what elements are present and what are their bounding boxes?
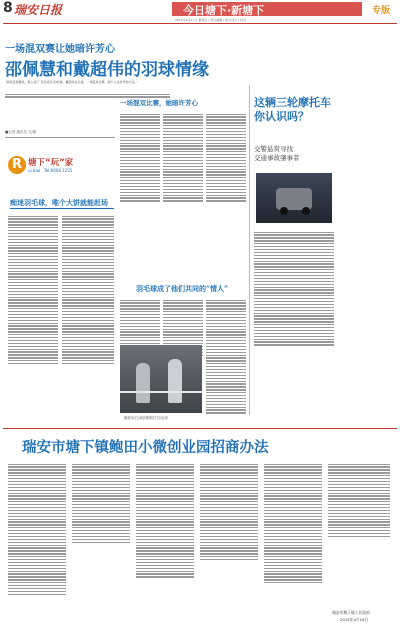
bottom-body-col-2 xyxy=(72,462,130,545)
middle-body-col-3 xyxy=(206,112,246,203)
subhead-underline xyxy=(10,208,114,209)
bottom-top-rule xyxy=(3,428,397,429)
signoff-date: 2015年4月16日 xyxy=(340,617,369,622)
section-title: 今日塘下·新塘下 xyxy=(183,4,265,17)
net-shape xyxy=(120,391,202,393)
page-number: 8 xyxy=(3,0,13,16)
wheel-shape xyxy=(302,207,310,215)
column-pinyin: ui bao xyxy=(28,168,41,173)
masthead-info: 2015年4月17日 星期五 | 责任编辑 | 版式设计 | 校对 xyxy=(175,18,247,22)
bottom-headline: 瑞安市塘下镇鲍田小微创业园招商办法 xyxy=(22,439,269,456)
editorial-tag: 专版 xyxy=(372,6,391,16)
middle-deck: 一场混双比赛，她暗许芳心 xyxy=(120,99,198,107)
column-subhead: 痴迷羽毛球，唯个大饼就能赶场 xyxy=(10,199,108,207)
player-figure xyxy=(136,363,150,403)
column-logo xyxy=(8,156,74,178)
bottom-body-col-1 xyxy=(8,462,66,597)
sidebar-sub-2: 交通事故肇事者 xyxy=(254,154,300,162)
column-hotline: Tel:6608 1255 xyxy=(44,168,73,173)
byline-rule xyxy=(5,137,115,138)
wheel-shape xyxy=(280,207,288,215)
middle-subhead: 羽毛球成了他们共同的“情人” xyxy=(136,284,229,293)
article-photo xyxy=(120,345,202,413)
bottom-body-col-6 xyxy=(328,462,390,539)
player-figure xyxy=(168,359,182,403)
photo-caption: 戴超伟(右)和邵佩慧在打羽毛球 xyxy=(124,416,168,420)
masthead-rule xyxy=(3,23,397,24)
signoff: 瑞安市塘下镇人民政府 xyxy=(332,610,370,615)
sidebar-sub-1: 交警悬赏寻找 xyxy=(254,145,293,153)
lead-intro: “到家后我要改，真人到了‘百家讲坛’的时候，戴超伟点头道，一场混双比赛，两个人从此开始交往。” xyxy=(5,80,138,84)
sidebar-body xyxy=(254,230,334,347)
paper-name: 瑞安日报 xyxy=(14,3,63,17)
middle-body-lower-3 xyxy=(206,298,246,415)
sidebar-photo xyxy=(256,173,332,223)
bottom-body-col-3 xyxy=(136,462,194,579)
masthead xyxy=(0,0,400,18)
left-body-col-1 xyxy=(8,214,58,366)
byline: ■记者 通讯员 文/图 xyxy=(5,130,37,134)
column-logo-letter: R xyxy=(12,157,23,172)
bottom-body-col-5 xyxy=(264,462,322,585)
middle-body-col-1 xyxy=(120,112,160,203)
middle-body-col-2 xyxy=(163,112,203,203)
sidebar-headline: 这辆三轮摩托车你认识吗？ xyxy=(254,96,331,123)
kicker: 一场混双赛让她暗许芳心 xyxy=(5,44,115,55)
headline: 邵佩慧和戴超伟的羽球情缘 xyxy=(5,60,209,80)
left-body-col-2 xyxy=(62,214,114,366)
sidebar-divider xyxy=(249,85,250,415)
column-name: 塘下“玩”家 xyxy=(28,158,74,168)
bottom-body-col-4 xyxy=(200,462,258,562)
